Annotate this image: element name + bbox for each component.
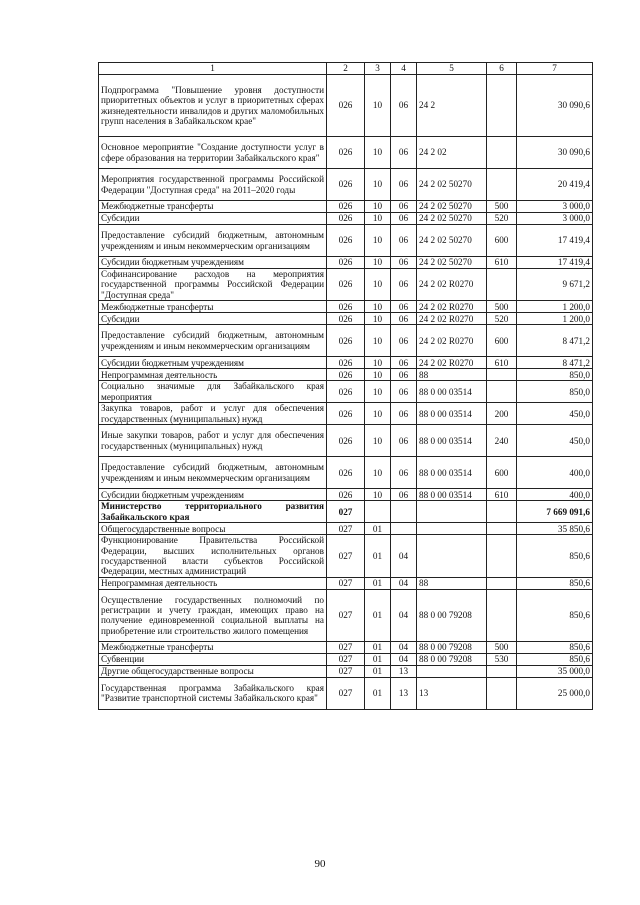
col-header-name: 1 (99, 63, 327, 75)
row-ved-cell: 026 (327, 75, 365, 137)
table-row (99, 225, 593, 257)
row-sum-cell: 8 471,2 (517, 357, 593, 369)
row-vr-cell (487, 137, 517, 169)
row-name-cell: Подпрограмма "Повышение уровня доступности приоритетных объектов и услуг в приоритетных сферах жизнедеятельности инвалидов и других маломобильных групп населения в Забайкальском крае" (99, 75, 327, 137)
row-vr-cell (487, 589, 517, 641)
row-csr-cell: 88 (417, 577, 487, 589)
row-sum-cell: 3 000,0 (517, 213, 593, 225)
row-vr-cell: 600 (487, 225, 517, 257)
row-ved-cell: 026 (327, 489, 365, 501)
row-pr-cell: 06 (391, 313, 417, 325)
row-csr-cell (417, 523, 487, 535)
table-row (99, 75, 593, 137)
row-vr-cell: 500 (487, 301, 517, 313)
col-header-sum: 7 (517, 63, 593, 75)
row-pr-cell: 06 (391, 257, 417, 269)
row-csr-cell: 13 (417, 677, 487, 709)
row-rz-cell: 01 (365, 535, 391, 578)
row-name-cell: Субсидии бюджетным учреждениям (99, 257, 327, 269)
row-pr-cell: 04 (391, 641, 417, 653)
row-name-cell: Субсидии (99, 213, 327, 225)
row-name-cell: Министерство территориального развития Забайкальского края (99, 501, 327, 523)
row-pr-cell: 04 (391, 577, 417, 589)
row-rz-cell: 01 (365, 665, 391, 677)
row-csr-cell: 24 2 02 50270 (417, 169, 487, 201)
row-ved-cell: 027 (327, 535, 365, 578)
row-name-cell: Межбюджетные трансферты (99, 641, 327, 653)
row-name-cell: Межбюджетные трансферты (99, 201, 327, 213)
row-csr-cell: 88 0 00 03514 (417, 457, 487, 489)
row-sum-cell: 3 000,0 (517, 201, 593, 213)
row-rz-cell: 01 (365, 677, 391, 709)
row-ved-cell: 026 (327, 325, 365, 357)
row-pr-cell: 13 (391, 665, 417, 677)
table-row (99, 137, 593, 169)
row-name-cell: Мероприятия государственной программы Российской Федерации "Доступная среда" на 2011–2020 годы (99, 169, 327, 201)
row-name-cell: Предоставление субсидий бюджетным, автономным учреждениям и иным некоммерческим организациям (99, 225, 327, 257)
row-vr-cell (487, 577, 517, 589)
row-csr-cell: 24 2 02 50270 (417, 257, 487, 269)
row-sum-cell: 400,0 (517, 489, 593, 501)
row-pr-cell: 06 (391, 301, 417, 313)
row-sum-cell: 30 090,6 (517, 75, 593, 137)
table-row (99, 501, 593, 523)
row-ved-cell: 027 (327, 577, 365, 589)
row-ved-cell: 026 (327, 169, 365, 201)
table-row (99, 369, 593, 381)
row-name-cell: Основное мероприятие "Создание доступности услуг в сфере образования на территории Забайкальского края" (99, 137, 327, 169)
table-row (99, 653, 593, 665)
row-vr-cell: 600 (487, 325, 517, 357)
row-rz-cell: 10 (365, 457, 391, 489)
row-csr-cell: 88 0 00 79208 (417, 653, 487, 665)
row-name-cell: Предоставление субсидий бюджетным, автономным учреждениям и иным некоммерческим организациям (99, 457, 327, 489)
row-name-cell: Общегосударственные вопросы (99, 523, 327, 535)
table-row (99, 677, 593, 709)
row-vr-cell: 610 (487, 489, 517, 501)
row-sum-cell: 850,6 (517, 535, 593, 578)
row-name-cell: Предоставление субсидий бюджетным, автономным учреждениям и иным некоммерческим организациям (99, 325, 327, 357)
row-pr-cell: 06 (391, 381, 417, 403)
table-row (99, 577, 593, 589)
row-pr-cell: 06 (391, 457, 417, 489)
row-vr-cell (487, 501, 517, 523)
row-vr-cell (487, 665, 517, 677)
row-rz-cell: 10 (365, 369, 391, 381)
row-pr-cell: 06 (391, 269, 417, 301)
table-row (99, 201, 593, 213)
row-vr-cell (487, 535, 517, 578)
row-name-cell: Осуществление государственных полномочий по регистрации и учету граждан, имеющих право на получение единовременной социальной выплаты на приобретение или строительство жилого помещения (99, 589, 327, 641)
row-sum-cell: 25 000,0 (517, 677, 593, 709)
row-sum-cell: 850,6 (517, 653, 593, 665)
table-row (99, 269, 593, 301)
row-sum-cell: 450,0 (517, 403, 593, 425)
row-pr-cell: 06 (391, 403, 417, 425)
table-row (99, 535, 593, 578)
row-pr-cell: 06 (391, 325, 417, 357)
table-row (99, 325, 593, 357)
row-pr-cell: 06 (391, 169, 417, 201)
table-row (99, 641, 593, 653)
row-sum-cell: 850,6 (517, 589, 593, 641)
row-ved-cell: 026 (327, 369, 365, 381)
row-name-cell: Субсидии бюджетным учреждениям (99, 489, 327, 501)
row-rz-cell: 10 (365, 489, 391, 501)
row-csr-cell: 24 2 02 50270 (417, 201, 487, 213)
row-rz-cell: 01 (365, 589, 391, 641)
table-body (99, 63, 593, 710)
row-rz-cell: 01 (365, 577, 391, 589)
row-pr-cell: 04 (391, 589, 417, 641)
row-sum-cell: 8 471,2 (517, 325, 593, 357)
row-rz-cell: 10 (365, 381, 391, 403)
table-row (99, 425, 593, 457)
row-pr-cell: 06 (391, 137, 417, 169)
row-rz-cell: 10 (365, 169, 391, 201)
row-csr-cell: 24 2 (417, 75, 487, 137)
row-sum-cell: 850,6 (517, 641, 593, 653)
row-csr-cell: 88 0 00 79208 (417, 641, 487, 653)
row-csr-cell: 88 0 00 79208 (417, 589, 487, 641)
row-sum-cell: 7 669 091,6 (517, 501, 593, 523)
row-ved-cell: 027 (327, 641, 365, 653)
row-ved-cell: 026 (327, 381, 365, 403)
row-rz-cell: 01 (365, 641, 391, 653)
row-vr-cell: 200 (487, 403, 517, 425)
row-rz-cell: 10 (365, 325, 391, 357)
row-ved-cell: 027 (327, 677, 365, 709)
row-pr-cell: 04 (391, 535, 417, 578)
table-row (99, 257, 593, 269)
row-pr-cell (391, 523, 417, 535)
row-rz-cell: 10 (365, 425, 391, 457)
row-vr-cell (487, 523, 517, 535)
row-name-cell: Межбюджетные трансферты (99, 301, 327, 313)
row-ved-cell: 026 (327, 137, 365, 169)
row-pr-cell: 13 (391, 677, 417, 709)
row-ved-cell: 026 (327, 257, 365, 269)
table-row (99, 381, 593, 403)
row-csr-cell: 24 2 02 R0270 (417, 269, 487, 301)
row-name-cell: Государственная программа Забайкальского края "Развитие транспортной системы Забайкальского края" (99, 677, 327, 709)
row-name-cell: Субвенции (99, 653, 327, 665)
row-name-cell: Субсидии бюджетным учреждениям (99, 357, 327, 369)
col-header-ved: 2 (327, 63, 365, 75)
row-rz-cell (365, 501, 391, 523)
row-vr-cell: 500 (487, 641, 517, 653)
row-csr-cell: 88 0 00 03514 (417, 425, 487, 457)
row-ved-cell: 026 (327, 225, 365, 257)
row-csr-cell: 24 2 02 R0270 (417, 313, 487, 325)
row-sum-cell: 35 850,6 (517, 523, 593, 535)
row-csr-cell (417, 535, 487, 578)
row-rz-cell: 10 (365, 269, 391, 301)
row-name-cell: Иные закупки товаров, работ и услуг для обеспечения государственных (муниципальных) нужд (99, 425, 327, 457)
row-vr-cell: 610 (487, 257, 517, 269)
row-pr-cell: 06 (391, 213, 417, 225)
table-row (99, 489, 593, 501)
row-rz-cell: 10 (365, 201, 391, 213)
row-vr-cell (487, 381, 517, 403)
row-csr-cell: 24 2 02 50270 (417, 225, 487, 257)
row-ved-cell: 026 (327, 457, 365, 489)
row-rz-cell: 10 (365, 313, 391, 325)
row-ved-cell: 026 (327, 313, 365, 325)
row-ved-cell: 027 (327, 523, 365, 535)
row-name-cell: Закупка товаров, работ и услуг для обеспечения государственных (муниципальных) нужд (99, 403, 327, 425)
row-ved-cell: 026 (327, 403, 365, 425)
row-vr-cell: 520 (487, 213, 517, 225)
row-ved-cell: 026 (327, 357, 365, 369)
row-name-cell: Функционирование Правительства Российской Федерации, высших исполнительных органов государственной власти субъектов Российской Федерации, местных администраций (99, 535, 327, 578)
row-sum-cell: 1 200,0 (517, 313, 593, 325)
row-sum-cell: 17 419,4 (517, 225, 593, 257)
row-ved-cell: 027 (327, 589, 365, 641)
row-name-cell: Субсидии (99, 313, 327, 325)
row-csr-cell: 24 2 02 R0270 (417, 357, 487, 369)
row-rz-cell: 10 (365, 137, 391, 169)
row-csr-cell: 24 2 02 R0270 (417, 301, 487, 313)
row-sum-cell: 850,6 (517, 577, 593, 589)
row-sum-cell: 1 200,0 (517, 301, 593, 313)
row-csr-cell: 88 (417, 369, 487, 381)
row-vr-cell: 240 (487, 425, 517, 457)
row-vr-cell (487, 369, 517, 381)
row-csr-cell: 88 0 00 03514 (417, 403, 487, 425)
row-pr-cell: 06 (391, 75, 417, 137)
table-row (99, 523, 593, 535)
row-pr-cell: 06 (391, 201, 417, 213)
row-ved-cell: 026 (327, 269, 365, 301)
row-vr-cell: 530 (487, 653, 517, 665)
col-header-vr: 6 (487, 63, 517, 75)
row-sum-cell: 35 000,0 (517, 665, 593, 677)
table-row (99, 665, 593, 677)
row-rz-cell: 10 (365, 403, 391, 425)
row-csr-cell: 88 0 00 03514 (417, 489, 487, 501)
row-rz-cell: 10 (365, 357, 391, 369)
row-sum-cell: 30 090,6 (517, 137, 593, 169)
col-header-rz: 3 (365, 63, 391, 75)
row-name-cell: Софинансирование расходов на мероприятия государственной программы Российской Федерации "Доступная среда" (99, 269, 327, 301)
row-pr-cell: 06 (391, 425, 417, 457)
row-vr-cell (487, 75, 517, 137)
table-row (99, 169, 593, 201)
row-sum-cell: 17 419,4 (517, 257, 593, 269)
row-rz-cell: 10 (365, 257, 391, 269)
row-pr-cell: 06 (391, 225, 417, 257)
row-rz-cell: 01 (365, 653, 391, 665)
row-csr-cell: 24 2 02 (417, 137, 487, 169)
row-name-cell: Другие общегосударственные вопросы (99, 665, 327, 677)
row-name-cell: Непрограммная деятельность (99, 577, 327, 589)
row-rz-cell: 01 (365, 523, 391, 535)
row-sum-cell: 9 671,2 (517, 269, 593, 301)
row-ved-cell: 027 (327, 501, 365, 523)
row-vr-cell (487, 269, 517, 301)
row-csr-cell (417, 665, 487, 677)
row-vr-cell: 600 (487, 457, 517, 489)
row-rz-cell: 10 (365, 225, 391, 257)
col-header-pr: 4 (391, 63, 417, 75)
col-header-csr: 5 (417, 63, 487, 75)
row-sum-cell: 450,0 (517, 425, 593, 457)
row-csr-cell: 88 0 00 03514 (417, 381, 487, 403)
row-rz-cell: 10 (365, 213, 391, 225)
row-ved-cell: 026 (327, 301, 365, 313)
page-number: 90 (314, 858, 326, 870)
table-row (99, 357, 593, 369)
row-vr-cell (487, 169, 517, 201)
row-pr-cell (391, 501, 417, 523)
table-row (99, 301, 593, 313)
row-pr-cell: 06 (391, 357, 417, 369)
row-rz-cell: 10 (365, 75, 391, 137)
table-row (99, 589, 593, 641)
row-name-cell: Социально значимые для Забайкальского края мероприятия (99, 381, 327, 403)
row-sum-cell: 850,0 (517, 369, 593, 381)
row-ved-cell: 027 (327, 665, 365, 677)
row-csr-cell: 24 2 02 R0270 (417, 325, 487, 357)
row-vr-cell: 500 (487, 201, 517, 213)
row-sum-cell: 20 419,4 (517, 169, 593, 201)
budget-table (98, 62, 593, 710)
row-pr-cell: 06 (391, 369, 417, 381)
row-vr-cell: 610 (487, 357, 517, 369)
row-ved-cell: 027 (327, 653, 365, 665)
row-pr-cell: 06 (391, 489, 417, 501)
row-vr-cell: 520 (487, 313, 517, 325)
table-row (99, 457, 593, 489)
table-row (99, 313, 593, 325)
row-csr-cell: 24 2 02 50270 (417, 213, 487, 225)
header-row (99, 63, 593, 75)
row-csr-cell (417, 501, 487, 523)
row-ved-cell: 026 (327, 425, 365, 457)
row-pr-cell: 04 (391, 653, 417, 665)
row-name-cell: Непрограммная деятельность (99, 369, 327, 381)
row-ved-cell: 026 (327, 213, 365, 225)
row-sum-cell: 850,0 (517, 381, 593, 403)
row-rz-cell: 10 (365, 301, 391, 313)
row-ved-cell: 026 (327, 201, 365, 213)
table-row (99, 213, 593, 225)
row-vr-cell (487, 677, 517, 709)
table-row (99, 403, 593, 425)
row-sum-cell: 400,0 (517, 457, 593, 489)
